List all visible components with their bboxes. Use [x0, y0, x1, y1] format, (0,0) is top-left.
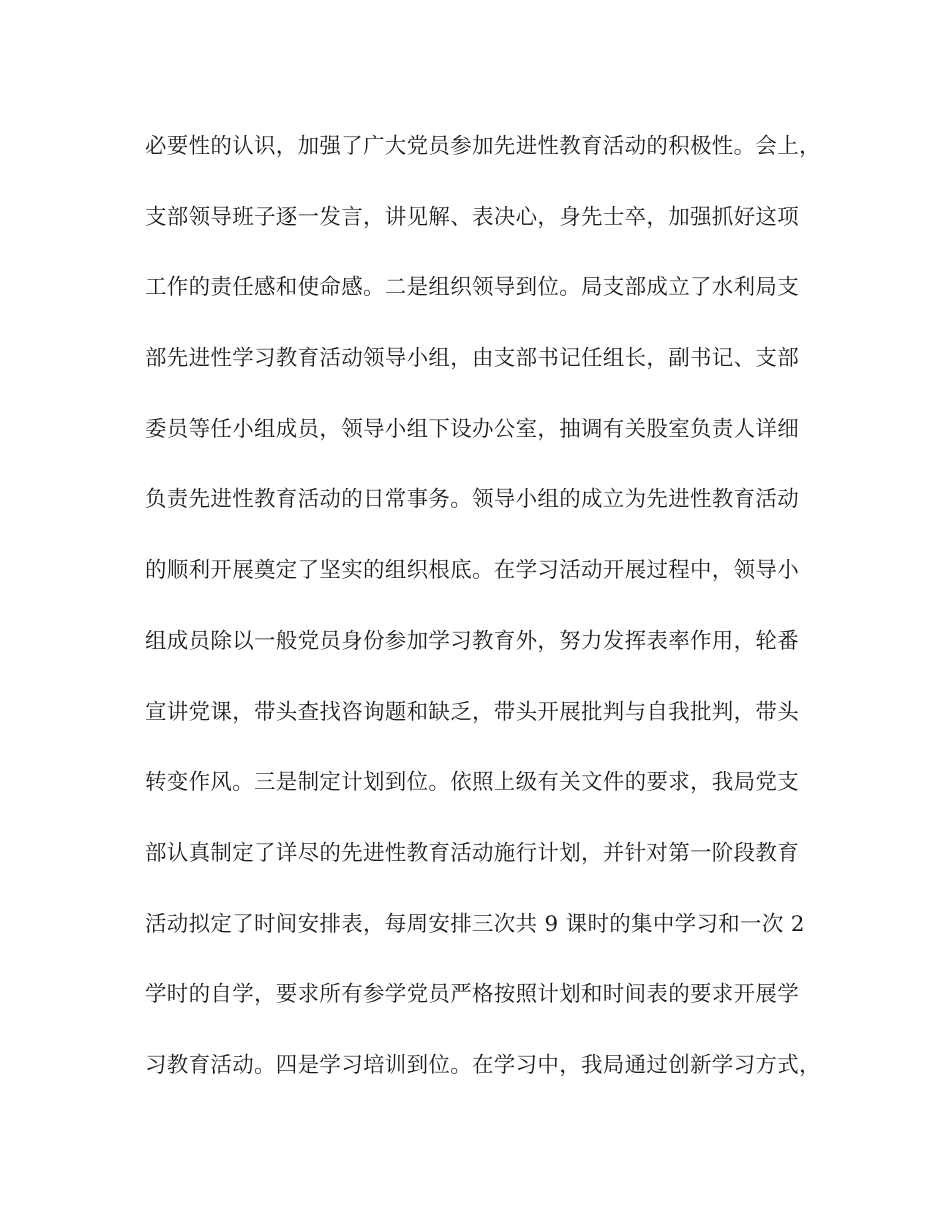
- text-line: 的顺利开展奠定了坚实的组织根底。在学习活动开展过程中，领导小: [145, 558, 800, 584]
- text-line: 学时的自学，要求所有参学党员严格按照计划和时间表的要求开展学: [145, 982, 800, 1008]
- text-line: 转变作风。三是制定计划到位。依照上级有关文件的要求，我局党支: [145, 770, 800, 796]
- text-line: 习教育活动。四是学习培训到位。在学习中，我局通过创新学习方式，: [145, 1052, 821, 1078]
- text-line: 宣讲党课，带头查找咨询题和缺乏，带头开展批判与自我批判，带头: [145, 699, 800, 725]
- text-line: 部认真制定了详尽的先进性教育活动施行计划，并针对第一阶段教育: [145, 840, 800, 866]
- text-line: 支部领导班子逐一发言，讲见解、表决心，身先士卒，加强抓好这项: [145, 204, 800, 230]
- text-line: 活动拟定了时间安排表，每周安排三次共 9 课时的集中学习和一次 2: [145, 911, 805, 937]
- text-line: 组成员除以一般党员身份参加学习教育外，努力发挥表率作用，轮番: [145, 628, 800, 654]
- body-text: [145, 113, 821, 1099]
- text-line: 工作的责任感和使命感。二是组织领导到位。局支部成立了水利局支: [145, 275, 800, 301]
- text-line: 委员等任小组成员，领导小组下设办公室，抽调有关股室负责人详细: [145, 416, 800, 442]
- text-line: 部先进性学习教育活动领导小组，由支部书记任组长，副书记、支部: [145, 346, 800, 372]
- text-line: 负责先进性教育活动的日常事务。领导小组的成立为先进性教育活动: [145, 487, 800, 513]
- text-line: 必要性的认识，加强了广大党员参加先进性教育活动的积极性。会上，: [145, 134, 821, 159]
